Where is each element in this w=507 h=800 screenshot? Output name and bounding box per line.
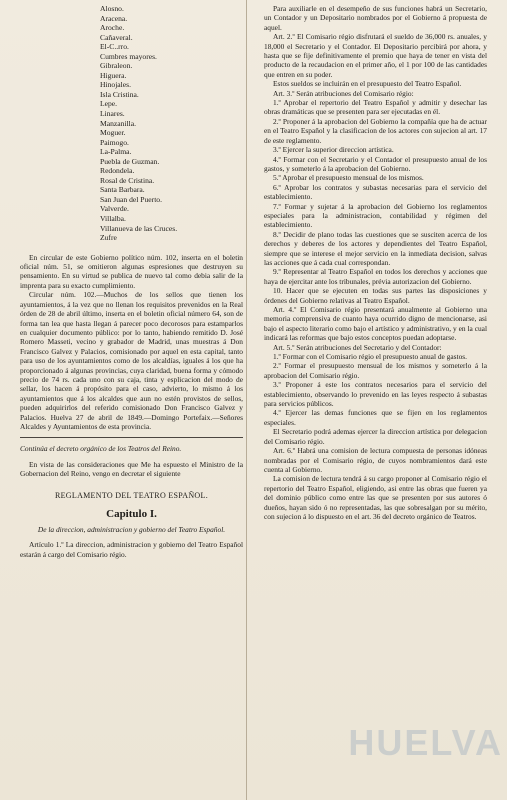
article-paragraph: Art. 2.º El Comisario régio disfrutará el sueldo de 36,000 rs. anuales, y 18,000 el Secretario y el Contador. El Depositario percibirá por ahora, y hasta que se fije definitivamente el premio que haya de tener en vista del producto de la recaudacion en el primer año, el 1 por 100 de las cantidades que entren en su poder.	[264, 32, 487, 79]
place-item: El-C..rro.	[100, 42, 129, 52]
article-1: Artículo 1.º La direccion, administracion y gobierno del Teatro Español estarán á cargo del Comisario régio.	[20, 540, 243, 559]
place-item: Puebla de Guzman.	[100, 156, 160, 166]
circular-note: En circular de este Gobierno político núm. 102, inserta en el boletin oficial núm. 51, se omitieron algunas espresiones que destruyen su pensamiento. En su virtud se publica de nuevo tal como debia salir de la imprenta para su exacto cumplimiento.	[20, 252, 243, 290]
article-paragraph: Para auxiliarle en el desempeño de sus funciones habrá un Secretario, un Contador y un Depositario nombrados por el Gobierno á propuesta de aquel.	[264, 4, 487, 32]
place-item: Aroche.	[100, 23, 125, 33]
article-paragraph: 9.º Representar al Teatro Español en todos los derechos y acciones que haya de ejercitar ante los tribunales, prévia autorizacion del Gobierno.	[264, 267, 487, 286]
article-paragraph: La comision de lectura tendrá á su cargo proponer al Comisario régio el repertorio del Teatro Español, eligiendo, asi entre las obras que fueren ya del dominio público como entre las que se presenten por sus autores ó dueños, hayan sido ó no representadas, las que sobresalgan por su mérito, con sujecion á lo dispuesto en el art. 36 del decreto orgánico de Teatros.	[264, 474, 487, 521]
place-item: Cumbres mayores.	[100, 51, 157, 61]
place-item: Alosno.	[100, 4, 124, 13]
place-item: San Juan del Puerto.	[100, 194, 163, 204]
regulation-heading: REGLAMENTO DEL TEATRO ESPAÑOL.	[54, 490, 208, 500]
place-item: Moguer.	[100, 128, 126, 138]
article-paragraph: Art. 6.º Habrá una comision de lectura compuesta de personas idóneas nombradas por el Comisario régio, de cuyos nombramientos dará este cuenta al Gobierno.	[264, 446, 487, 474]
place-item: Linares.	[100, 109, 125, 119]
place-item: Cañaveral.	[100, 32, 133, 42]
article-paragraph: Art. 4.º El Comisario régio presentará anualmente al Gobierno una memoria comprensiva de cuanto haya ocurrido digno de mencionarse, asi bajo el aspecto literario como bajo el artístico y administrativo, y en la cual indicará las reformas que bajo estos conceptos puedan adoptarse.	[264, 305, 487, 343]
place-item: Valverde.	[100, 204, 129, 214]
article-paragraph: Estos sueldos se incluirán en el presupuesto del Teatro Español.	[273, 79, 462, 89]
watermark-text: HUELVA	[348, 722, 503, 763]
library-watermark	[293, 722, 503, 782]
article-paragraph: El Secretario podrá ademas ejercer la direccion artística por delegacion del Comisario régio.	[264, 427, 487, 446]
place-item: Paimogo.	[100, 137, 129, 147]
article-paragraph: 7.º Formar y sujetar á la aprobacion del Gobierno los reglamentos especiales para la administracion, contabilidad y régimen del establecimiento.	[264, 201, 487, 230]
section-title: Continúa el decreto orgánico de los Teatros del Reino.	[20, 444, 182, 454]
article-paragraph: 4.º Ejercer las demas funciones que se fijen en los reglamentos especiales.	[264, 408, 487, 427]
place-item: Lepe.	[100, 99, 118, 109]
separator-rule	[20, 437, 243, 438]
right-column	[264, 4, 487, 794]
article-paragraph: 4.º Formar con el Secretario y el Contador el presupuesto anual de los gastos, y someterlo á la aprobacion del Gobierno.	[264, 154, 487, 173]
article-paragraph: 3.º Ejercer la superior direccion artística.	[273, 145, 394, 155]
place-item: Manzanilla.	[100, 118, 137, 128]
article-paragraph: 1.º Formar con el Comisario régio el presupuesto anual de gastos.	[273, 352, 467, 362]
place-item: Isla Cristina.	[100, 89, 139, 99]
article-paragraph: 8.º Decidir de plano todas las cuestiones que se susciten acerca de los derechos y deberes de los actores y dependientes del Teatro Español, siempre que se interese el mejor servicio en la inmediata decision, salvas las acciones que á cada cual correspondan.	[264, 229, 487, 267]
article-paragraph: 6.º Aprobar los contratos y subastas necesarias para el servicio del establecimiento.	[264, 182, 487, 202]
article-paragraph: Art. 3.º Serán atribuciones del Comisario régio:	[273, 88, 414, 98]
article-paragraph: 5.º Aprobar el presupuesto mensual de los mismos.	[273, 173, 424, 183]
chapter-subtitle: De la direccion, administracion y gobierno del Teatro Español.	[37, 525, 226, 535]
article-paragraph: 2.º Proponer á la aprobacion del Gobierno la compañía que ha de actuar en el Teatro Español y la clasificacion de los actores con sujecion al art. 17 de este reglamento.	[264, 116, 487, 145]
article-paragraph: 10. Hacer que se ejecuten en todas sus partes las disposiciones y órdenes del Gobierno relativas al Teatro Español.	[264, 286, 487, 305]
place-item: Higuera.	[100, 70, 127, 80]
place-item: Hinojales.	[100, 80, 132, 90]
article-paragraph: 1.º Aprobar el repertorio del Teatro Español y admitir y desechar las obras dramáticas que se presenten para ser ejecutadas en él.	[264, 98, 487, 117]
place-item: Rosal de Cristina.	[100, 175, 155, 185]
article-paragraph: 2.º Formar el presupuesto mensual de los mismos y someterlo á la aprobacion del Comisario régio.	[264, 361, 487, 380]
place-item: Villanueva de las Cruces.	[100, 223, 178, 233]
place-item: Zufre	[100, 233, 117, 243]
chapter-title: Capitulo I.	[106, 508, 157, 521]
article-paragraph: Art. 5.º Serán atribuciones del Secretario y del Contador:	[273, 342, 442, 352]
article-paragraph: 3.º Proponer á este los contratos necesarios para el servicio del establecimiento, observando lo prevenido en las leyes respecto á subastas para servicios públicos.	[264, 380, 487, 409]
places-list	[100, 4, 243, 243]
place-item: Santa Barbara.	[100, 185, 145, 195]
place-item: Villalba.	[100, 214, 126, 224]
column-divider	[246, 0, 247, 800]
place-item: Aracena.	[100, 13, 128, 23]
place-item: Gibraleon.	[100, 61, 133, 71]
decree-intro: En vista de las consideraciones que Me ha espuesto el Ministro de la Gobernacion del Reino, vengo en decretar el siguiente	[20, 459, 243, 479]
place-item: Redondela.	[100, 166, 135, 176]
left-column	[20, 4, 243, 794]
circular-text: Circular núm. 102.—Muchos de los sellos que tienen los ayuntamientos, á la vez que no llenan los requisitos prevenidos en la Real órden de 28 de abril último, inserta en el boletin oficial número 64, son de forma tan lea que hasta llegan á parecer poco decorosos para estamparlos en cualquier documento público: por lo tanto, habiendo remitido D. José Romero Masseti, vecino y grabador de Madrid, unas muestras á Don Francisco Galvez y Palacios, comisionado por aquel en esta capital, tanto para uso de los ayuntamientos como de los alcaldías, iguales á los que ha proporcionado á algunas provincias, cuya claridad, buena forma y cómodo precio de 74 rs. cada uno con su caja, tinta y esplicacion del modo de sellar, los hacen á propósito para el caso, advierto, lo mismo á los ayuntamientos que á los alcaldes que aun no estén provistos de sellos, pueden adquirirlos del referido comisionado Don Francisco Galvez y Palacios. Huelva 27 de abril de 1849.—Domingo Portefaix.—Señores Alcaldes y Ayuntamientos de esta provincia.	[20, 290, 243, 431]
place-item: La-Palma.	[100, 147, 132, 157]
